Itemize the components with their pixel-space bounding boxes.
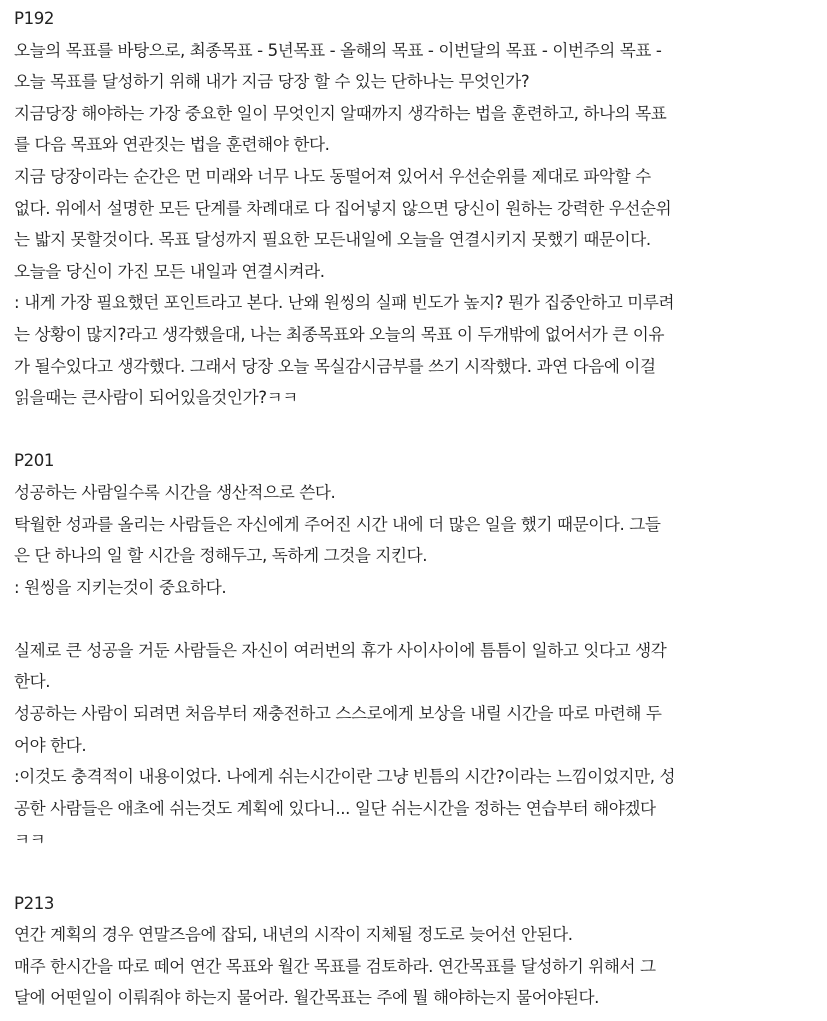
page-reference: P192 xyxy=(14,9,55,28)
paragraph xyxy=(14,919,813,1014)
text-line: 오늘의 목표를 바탕으로, 최종목표 - 5년목표 - 올해의 목표 - 이번달의 목표 - 이번주의 목표 - xyxy=(14,40,662,60)
note-section-p213 xyxy=(14,888,813,1014)
text-line: 지금 당장이라는 순간은 먼 미래와 너무 나도 동떨어져 있어서 우선순위를 제대로 파악할 수 xyxy=(14,166,651,186)
text-line: 어야 한다. xyxy=(14,735,87,755)
text-line: : 원씽을 지키는것이 중요하다. xyxy=(14,577,227,597)
text-line: 가 될수있다고 생각했다. 그래서 당장 오늘 목실감시금부를 쓰기 시작했다. 과연 다음에 이걸 xyxy=(14,356,656,376)
text-line: 성공하는 사람이 되려면 처음부터 재충전하고 스스로에게 보상을 내릴 시간을 따로 마련해 두 xyxy=(14,704,662,724)
text-line: 는 밟지 못할것이다. 목표 달성까지 필요한 모든내일에 오늘을 연결시키지 못했기 때문이다. xyxy=(14,230,651,250)
paragraph xyxy=(14,635,813,856)
text-line: 를 다음 목표와 연관짓는 법을 훈련해야 한다. xyxy=(14,135,330,155)
text-line: 는 상황이 많지?라고 생각했을대, 나는 최종목표와 오늘의 목표 이 두개밖에 없어서가 큰 이유 xyxy=(14,324,665,344)
text-line: :이것도 충격적이 내용이었다. 나에게 쉬는시간이란 그냥 빈틈의 시간?이라는 느낌이었지만, 성 xyxy=(14,767,676,787)
text-line: 탁월한 성과를 올리는 사람들은 자신에게 주어진 시간 내에 더 많은 일을 했기 때문이다. 그들 xyxy=(14,514,661,534)
text-line: 오늘을 당신이 가진 모든 내일과 연결시켜라. xyxy=(14,261,325,281)
paragraph xyxy=(14,477,813,603)
note-section-p201 xyxy=(14,445,813,856)
note-section-p192 xyxy=(14,3,813,414)
paragraph xyxy=(14,35,813,414)
text-line: : 내게 가장 필요했던 포인트라고 본다. 난왜 원씽의 실패 빈도가 높지? 뭔가 집중안하고 미루려 xyxy=(14,293,675,313)
text-line: 달에 어떤일이 이뤄줘야 하는지 물어라. 월간목표는 주에 뭘 해야하는지 물어야된다. xyxy=(14,988,600,1008)
text-line: 연간 계획의 경우 연말즈음에 잡되, 내년의 시작이 지체될 정도로 늦어선 안된다. xyxy=(14,925,573,945)
text-line: 매주 한시간을 따로 떼어 연간 목표와 월간 목표를 검토하라. 연간목표를 달성하기 위해서 그 xyxy=(14,956,656,976)
text-line: 없다. 위에서 설명한 모든 단계를 차례대로 다 집어넣지 않으면 당신이 원하는 강력한 우선순위 xyxy=(14,198,672,218)
text-line: ㅋㅋ xyxy=(14,830,46,850)
text-line: 오늘 목표를 달성하기 위해 내가 지금 당장 할 수 있는 단하나는 무엇인가? xyxy=(14,72,530,92)
text-line: 한다. xyxy=(14,672,51,692)
text-line: 실제로 큰 성공을 거둔 사람들은 자신이 여러번의 휴가 사이사이에 틈틈이 일하고 잇다고 생각 xyxy=(14,640,667,660)
text-line: 읽을때는 큰사람이 되어있을것인가?ㅋㅋ xyxy=(14,388,298,408)
text-line: 지금당장 해야하는 가장 중요한 일이 무엇인지 알때까지 생각하는 법을 훈련하고, 하나의 목표 xyxy=(14,103,667,123)
page-reference: P213 xyxy=(14,893,55,913)
text-line: 공한 사람들은 애초에 쉬는것도 계획에 있다니... 일단 쉬는시간을 정하는 연습부터 해야겠다 xyxy=(14,798,656,818)
text-line: 성공하는 사람일수록 시간을 생산적으로 쓴다. xyxy=(14,482,336,502)
text-line: 은 단 하나의 일 할 시간을 정해두고, 독하게 그것을 지킨다. xyxy=(14,546,428,566)
page-reference: P201 xyxy=(14,451,55,471)
